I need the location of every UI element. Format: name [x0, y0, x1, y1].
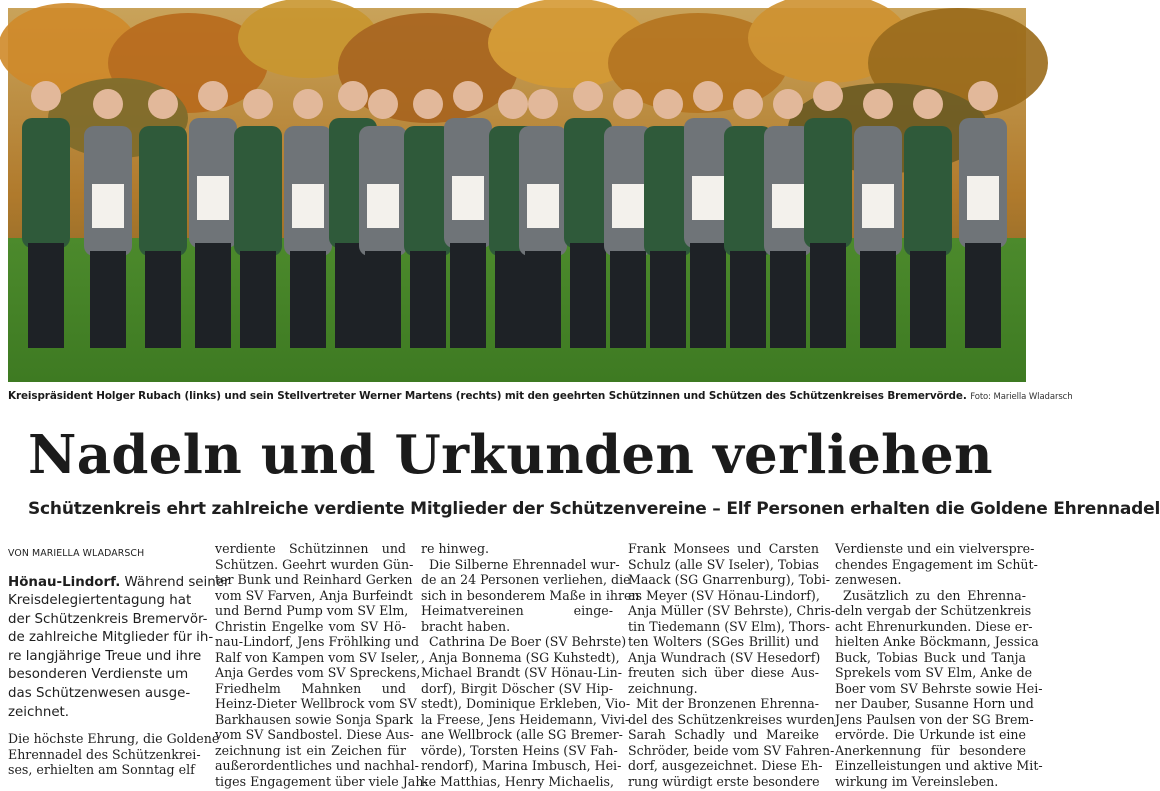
certificate: [692, 176, 724, 220]
body-line: sich in besonderem Maße in ihren: [421, 587, 640, 603]
column-4: [628, 541, 836, 789]
body-line: hielten Anke Böckmann, Jessica: [835, 634, 1039, 649]
certificate: [367, 184, 399, 228]
body-line: tin Tiedemann (SV Elm), Thors-: [628, 618, 830, 634]
person-head: [573, 81, 603, 111]
photo-caption: [8, 390, 1073, 402]
person-head: [198, 81, 228, 111]
person-head: [243, 89, 273, 119]
person-legs: [610, 251, 646, 348]
certificate: [92, 184, 124, 228]
body-line: Barkhausen sowie Sonja Spark: [215, 711, 414, 727]
person-head: [148, 89, 178, 119]
body-line: re hinweg.: [421, 541, 490, 556]
body-line: Zusätzlich zu den Ehrenna-: [843, 587, 1026, 603]
body-line: Anja Gerdes vom SV Spreckens,: [215, 665, 421, 680]
person-legs: [365, 251, 401, 348]
body-line: Sprekels vom SV Elm, Anke de: [835, 665, 1033, 680]
body-line: dorf, ausgezeichnet. Diese Eh-: [628, 758, 823, 773]
person-silhouette: [804, 118, 852, 248]
body-line: rendorf), Marina Imbusch, Hei-: [421, 758, 622, 773]
body-line: Heimatvereinen einge-: [421, 603, 613, 618]
body-line: außerordentliches und nachhal-: [215, 758, 419, 773]
body-line: Anja Wundrach (SV Hesedorf): [628, 649, 821, 665]
lead-paragraph: [8, 574, 230, 723]
headline: Nadeln und Urkunden verliehen: [28, 424, 993, 486]
body-line: Buck, Tobias Buck und Tanja: [835, 649, 1026, 665]
person-head: [498, 89, 528, 119]
body-line: deln vergab der Schützenkreis: [835, 603, 1032, 618]
body-line: zenwesen.: [835, 572, 902, 587]
person-legs: [290, 251, 326, 348]
body-line: acht Ehrenurkunden. Diese er-: [835, 618, 1033, 634]
body-line: ses, erhielten am Sonntag elf: [8, 762, 195, 778]
certificate: [197, 176, 229, 220]
body-line: Schröder, beide vom SV Fahren-: [628, 742, 835, 758]
body-line: ner Dauber, Susanne Horn und: [835, 696, 1034, 711]
certificate: [612, 184, 644, 228]
lead-line: zeichnet.: [8, 704, 70, 720]
lead-line: Kreisdelegiertentagung hat: [8, 593, 192, 609]
person-legs: [525, 251, 561, 348]
person-head: [293, 89, 323, 119]
body-line: Boer vom SV Behrste sowie Hei-: [835, 680, 1043, 696]
caption-text: Kreispräsident Holger Rubach (links) und sein Stellvertreter Werner Martens (rechts) mit den geehrten Schützinnen und Schützen des Schützenkreises Bremervörde.: [8, 390, 967, 402]
column-2: [215, 541, 428, 789]
body-line: nau-Lindorf, Jens Fröhlking und: [215, 634, 420, 649]
body-line: freuten sich über diese Aus-: [628, 665, 819, 680]
body-line: zeichnung ist ein Zeichen für: [215, 742, 406, 758]
body-line: vörde), Torsten Heins (SV Fah-: [421, 742, 618, 758]
body-line: wirkung im Vereinsleben.: [835, 773, 999, 789]
body-line: as Meyer (SV Hönau-Lindorf),: [628, 587, 820, 603]
certificate: [292, 184, 324, 228]
body-line: del des Schützenkreises wurden: [628, 711, 835, 727]
body-line: zeichnung.: [628, 680, 698, 696]
certificate: [452, 176, 484, 220]
photo-credit: Foto: Mariella Wladarsch: [970, 392, 1073, 402]
body-line: Schützen. Geehrt wurden Gün-: [215, 556, 414, 572]
certificate: [772, 184, 804, 228]
person-silhouette: [22, 118, 70, 248]
person-legs: [730, 251, 766, 348]
column-5: [835, 541, 1043, 789]
column-1: [8, 543, 230, 778]
body-line: ter Bunk und Reinhard Gerken: [215, 572, 413, 587]
body-line: Schulz (alle SV Iseler), Tobias: [628, 556, 819, 572]
body-line: ane Wellbrock (alle SG Bremer-: [421, 727, 623, 742]
person-head: [913, 89, 943, 119]
body-line: und Bernd Pump vom SV Elm,: [215, 603, 409, 618]
person-legs: [965, 243, 1001, 348]
body-line: Christin Engelke vom SV Hö-: [215, 618, 406, 634]
person-legs: [90, 251, 126, 348]
body-line: Ehrennadel des Schützenkrei-: [8, 746, 201, 762]
person-head: [528, 89, 558, 119]
body-line: Michael Brandt (SV Hönau-Lin-: [421, 665, 623, 680]
certificate: [862, 184, 894, 228]
person-legs: [450, 243, 486, 348]
person-head: [813, 81, 843, 111]
body-paragraph: [8, 731, 220, 778]
body-line: chendes Engagement im Schüt-: [835, 556, 1038, 572]
person-legs: [860, 251, 896, 348]
lead-line: das Schützenwesen ausge-: [8, 686, 191, 702]
person-legs: [410, 251, 446, 348]
body-line: stedt), Dominique Erkleben, Vio-: [421, 696, 631, 711]
body-line: rung würdigt erste besondere: [628, 773, 820, 789]
person-legs: [650, 251, 686, 348]
body-line: Die höchste Ehrung, die Goldene: [8, 731, 220, 747]
person-head: [93, 89, 123, 119]
person-head: [31, 81, 61, 111]
person-legs: [570, 243, 606, 348]
body-line: bracht haben.: [421, 618, 511, 634]
certificate: [527, 184, 559, 228]
body-line: vom SV Farven, Anja Burfeindt: [215, 587, 413, 603]
person-legs: [770, 251, 806, 348]
person-legs: [810, 243, 846, 348]
body-line: vom SV Sandbostel. Diese Aus-: [215, 727, 414, 742]
body-line: Friedhelm Mahnken und: [215, 680, 406, 696]
person-legs: [240, 251, 276, 348]
body-line: ke Matthias, Henry Michaelis,: [421, 773, 614, 789]
body-line: Anerkennung für besondere: [835, 742, 1026, 758]
person-head: [653, 89, 683, 119]
body-line: Verdienste und ein vielverspre-: [835, 541, 1035, 556]
body-line: Frank Monsees und Carsten: [628, 541, 819, 556]
person-head: [368, 89, 398, 119]
body-line: Einzelleistungen und aktive Mit-: [835, 758, 1043, 773]
body-line: Maack (SG Gnarrenburg), Tobi-: [628, 572, 831, 587]
body-line: verdiente Schützinnen und: [215, 541, 406, 556]
person-head: [863, 89, 893, 119]
body-line: Heinz-Dieter Wellbrock vom SV: [215, 696, 417, 711]
body-line: la Freese, Jens Heidemann, Vivi-: [421, 711, 630, 727]
body-line: tiges Engagement über viele Jah-: [215, 773, 428, 789]
body-line: Mit der Bronzenen Ehrenna-: [636, 696, 820, 711]
person-head: [693, 81, 723, 111]
body-line: , Anja Bonnema (SG Kuhstedt),: [421, 649, 620, 665]
person-head: [733, 89, 763, 119]
lead-line: Während seiner: [120, 574, 230, 590]
person-head: [413, 89, 443, 119]
certificate: [967, 176, 999, 220]
body-line: ten Wolters (SGes Brillit) und: [628, 634, 819, 649]
body-line: Cathrina De Boer (SV Behrste): [429, 634, 627, 649]
person-legs: [28, 243, 64, 348]
lead-line: der Schützenkreis Bremervör-: [8, 611, 208, 627]
body-line: Sarah Schadly und Mareike: [628, 727, 819, 742]
lead-line: re langjährige Treue und ihre: [8, 648, 202, 664]
person-legs: [910, 251, 946, 348]
subheadline: Schützenkreis ehrt zahlreiche verdiente Mitglieder der Schützenvereine – Elf Personen erhalten die Goldene Ehrennadel: [28, 499, 1160, 519]
column-3: [421, 541, 640, 789]
body-line: Die Silberne Ehrennadel wur-: [429, 556, 620, 572]
lead-line: de zahlreiche Mitglieder für ih-: [8, 630, 214, 646]
person-legs: [690, 243, 726, 348]
person-silhouette: [904, 126, 952, 256]
body-line: de an 24 Personen verliehen, die: [421, 572, 631, 587]
group-photo: [8, 8, 1026, 382]
body-line: Ralf von Kampen vom SV Iseler,: [215, 649, 420, 665]
person-head: [453, 81, 483, 111]
person-head: [613, 89, 643, 119]
person-silhouette: [234, 126, 282, 256]
byline: VON MARIELLA WLADARSCH: [8, 548, 145, 559]
person-head: [773, 89, 803, 119]
person-head: [968, 81, 998, 111]
person-legs: [195, 243, 231, 348]
person-legs: [145, 251, 181, 348]
body-line: ervörde. Die Urkunde ist eine: [835, 727, 1026, 742]
group-photo-icon: [8, 8, 1026, 382]
body-line: Anja Müller (SV Behrste), Chris-: [628, 603, 836, 618]
body-line: dorf), Birgit Döscher (SV Hip-: [421, 680, 613, 696]
body-line: Jens Paulsen von der SG Brem-: [835, 711, 1034, 727]
person-silhouette: [139, 126, 187, 256]
person-head: [338, 81, 368, 111]
lead-line: besonderen Verdienste um: [8, 667, 189, 683]
dateline: Hönau-Lindorf.: [8, 574, 121, 590]
